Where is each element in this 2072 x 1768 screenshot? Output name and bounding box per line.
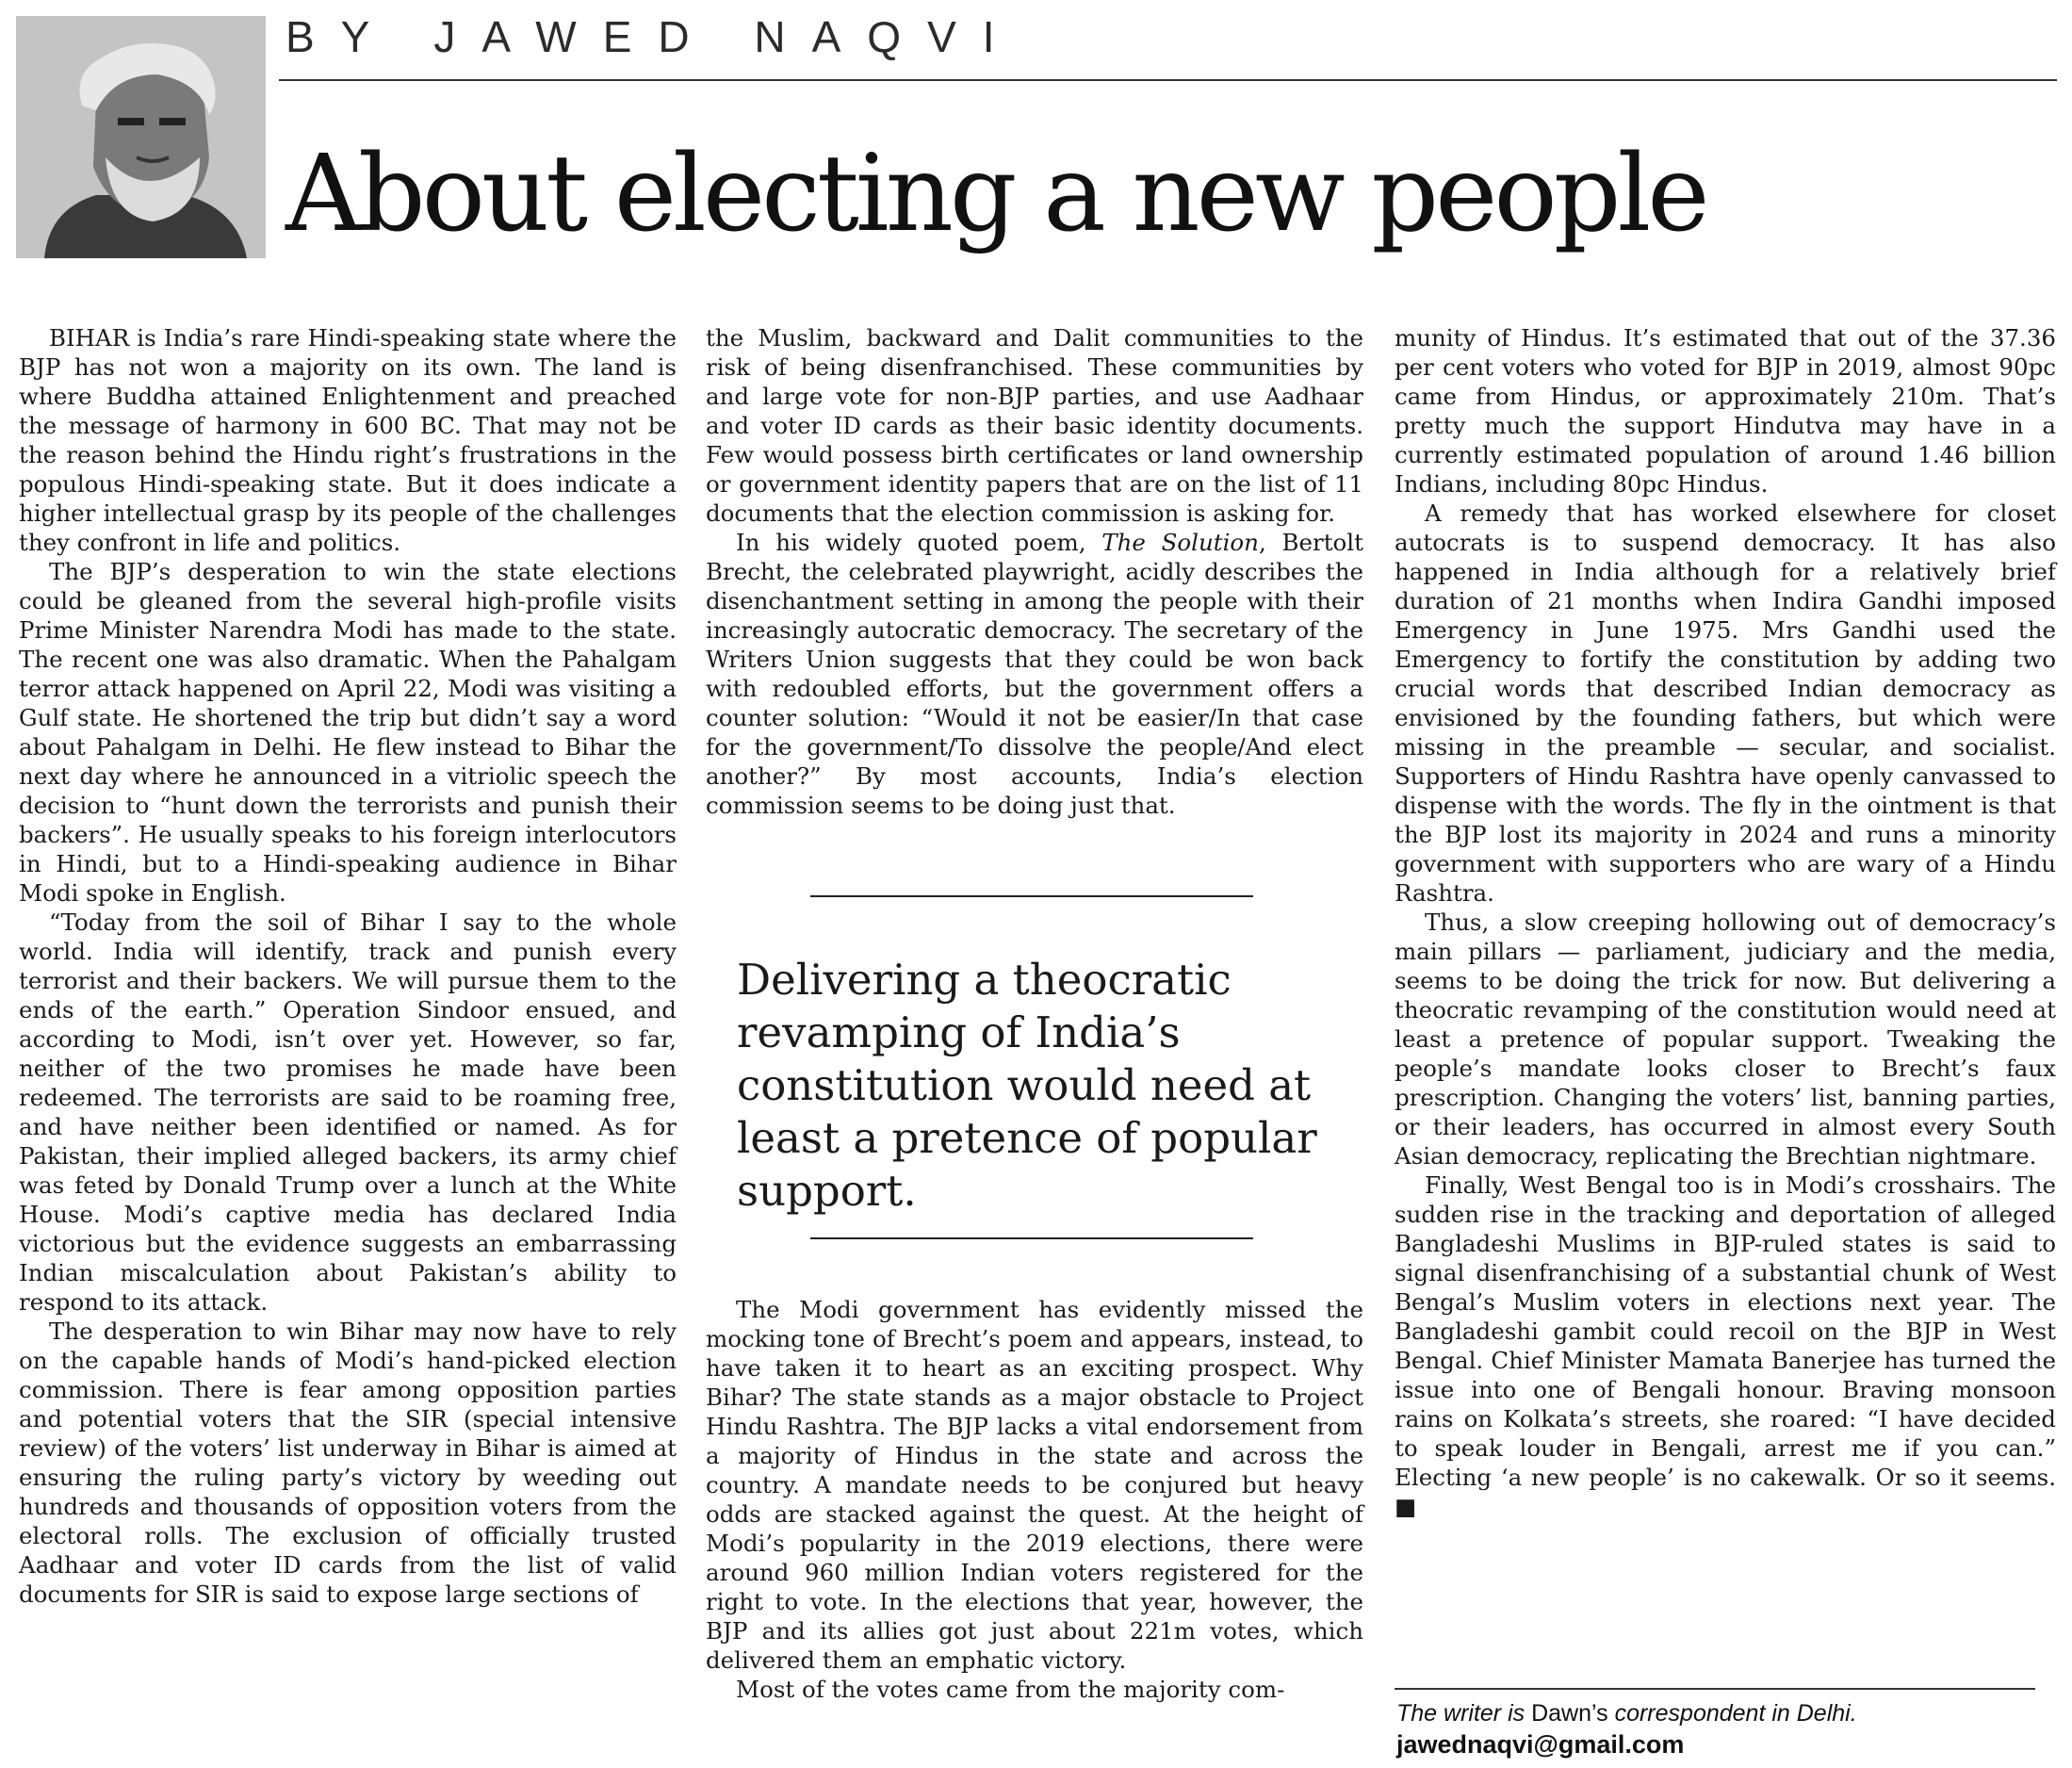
newspaper-name: Dawn’s bbox=[1531, 1700, 1608, 1727]
byline: BY JAWED NAQVI bbox=[286, 12, 1021, 61]
paragraph: The BJP’s desperation to win the state elections could be gleaned from the several high-profile visits Prime Minister Narendra Modi has made to the state. The recent one was also dramatic. When the Pahalgam terror attack happened on April 22, Modi was visiting a Gulf state. He shortened the trip but didn’t say a word about Pahalgam in Delhi. He flew instead to Bihar the next day where he announced in a vitriolic speech the decision to “hunt down the terrorists and punish their backers”. He usually speaks to his foreign interlocutors in Hindi, but to a Hindi-speaking audience in Bihar Modi spoke in English. bbox=[19, 558, 677, 907]
paragraph-text: , Bertolt Brecht, the celebrated playwright, acidly describes the disenchantment setting in among the people with their increasingly autocratic democracy. The secretary of the Writers Union suggests that they could be won back with redoubled efforts, but the government offers a counter solution: “Would it not be easier/In that case for the government/To dissolve the people/And elect another?” By most accounts, India’s election commission seems to be doing just that. bbox=[706, 529, 1363, 819]
paragraph: The desperation to win Bihar may now have to rely on the capable hands of Modi’s hand-picked election commission. There is fear among opposition parties and potential voters that the SIR (special intensive review) of the voters’ list underway in Bihar is aimed at ensuring the ruling party’s victory by weeding out hundreds and thousands of opposition voters from the electoral rolls. The exclusion of officially trusted Aadhaar and voter ID cards from the list of valid documents for SIR is said to expose large sections of bbox=[19, 1318, 677, 1608]
paragraph: the Muslim, backward and Dalit communities to the risk of being disenfranchised. These communities by and large vote for non-BJP parties, and use Aadhaar and voter ID cards as their basic identity documents. Few would possess birth certificates or land ownership or government identity papers that are on the list of 11 documents that the election commission is asking for. bbox=[706, 324, 1363, 527]
paragraph: Finally, West Bengal too is in Modi’s crosshairs. The sudden rise in the tracking and deportation of alleged Bangladeshi Muslims in BJP-ruled states is said to signal disenfranchising of a substantial chunk of West Bengal’s Muslim voters in elections next year. The Bangladeshi gambit could recoil on the BJP in West Bengal. Chief Minister Mamata Banerjee has turned the issue into one of Bengali honour. Braving monsoon rains on Kolkata’s streets, she roared: “I have decided to speak louder in Bengali, arrest me if you can.” Electing ‘a new people’ is no cakewalk. Or so it seems. ■ bbox=[1395, 1171, 2056, 1520]
paragraph bbox=[706, 528, 1363, 820]
paragraph: BIHAR is India’s rare Hindi-speaking state where the BJP has not won a majority on its own. The land is where Buddha attained Enlightenment and preached the message of harmony in 600 BC. That may not be the reason behind the Hindu right’s frustrations in the populous Hindi-speaking state. But it does indicate a higher intellectual grasp by its people of the challenges they confront in life and politics. bbox=[19, 324, 677, 556]
paragraph: Most of the votes came from the majority com- bbox=[736, 1676, 1285, 1703]
pullquote: Delivering a theocratic revamping of India’s constitution would need at least a pretence of popular support. bbox=[737, 955, 1317, 1216]
pullquote-rule-top bbox=[810, 895, 1253, 897]
poem-title: The Solution bbox=[1101, 529, 1259, 556]
author-note-suffix: correspondent in Delhi. bbox=[1614, 1700, 1857, 1727]
footer-rule bbox=[1395, 1688, 2035, 1690]
author-note bbox=[1396, 1699, 1857, 1727]
author-email: jawednaqvi@gmail.com bbox=[1396, 1730, 1685, 1759]
column-2-top bbox=[706, 323, 1363, 820]
paragraph: The Modi government has evidently missed the mocking tone of Brecht’s poem and appears, instead, to have taken it to heart as an exciting prospect. Why Bihar? The state stands as a major obstacle to Project Hindu Rashtra. The BJP lacks a vital endorsement from a majority of Hindus in the state and across the country. A mandate needs to be conjured but heavy odds are stacked against the quest. At the height of Modi’s popularity in the 2019 elections, there were around 960 million Indian voters registered for the right to vote. In the elections that year, however, the BJP and its allies got just about 221m votes, which delivered them an emphatic victory. bbox=[706, 1296, 1363, 1674]
paragraph-text: In his widely quoted poem, bbox=[736, 529, 1086, 556]
author-portrait bbox=[16, 16, 266, 258]
byline-rule bbox=[279, 79, 2057, 81]
paragraph: A remedy that has worked elsewhere for closet autocrats is to suspend democracy. It has also happened in India although for a relatively brief duration of 21 months when Indira Gandhi imposed Emergency in June 1975. Mrs Gandhi used the Emergency to fortify the constitution by adding two crucial words that described Indian democracy as envisioned by the founding fathers, but which were missing in the preamble — secular, and socialist. Supporters of Hindu Rashtra have openly canvassed to dispense with the words. The fly in the ointment is that the BJP lost its majority in 2024 and runs a minority government with supporters who are wary of a Hindu Rashtra. bbox=[1395, 499, 2056, 907]
column-2-bottom bbox=[706, 1295, 1363, 1704]
column-1 bbox=[19, 323, 677, 1609]
paragraph: “Today from the soil of Bihar I say to the whole world. India will identify, track and punish every terrorist and their backers. We will pursue them to the ends of the earth.” Operation Sindoor ensued, and according to Modi, isn’t over yet. However, so far, neither of the two promises he made have been redeemed. The terrorists are said to be roaming free, and have neither been identified or named. As for Pakistan, their implied alleged backers, its army chief was feted by Donald Trump over a lunch at the White House. Modi’s captive media has declared India victorious but the evidence suggests an embarrassing Indian miscalculation about Pakistan’s ability to respond to its attack. bbox=[19, 909, 677, 1316]
headline: About electing a new people bbox=[286, 133, 1706, 255]
column-3 bbox=[1395, 323, 2056, 1521]
pullquote-rule-bottom bbox=[810, 1237, 1253, 1239]
paragraph: Thus, a slow creeping hollowing out of democracy’s main pillars — parliament, judiciary and the media, seems to be doing the trick for now. But delivering a theocratic revamping of the constitution would need at least a pretence of popular support. Tweaking the people’s mandate looks closer to Brecht’s faux prescription. Changing the voters’ list, banning parties, or their leaders, has occurred in almost every South Asian democracy, replicating the Brechtian nightmare. bbox=[1395, 909, 2056, 1170]
author-note-prefix: The writer is bbox=[1396, 1700, 1525, 1727]
paragraph: munity of Hindus. It’s estimated that out of the 37.36 per cent voters who voted for BJP in 2019, almost 90pc came from Hindus, or approximately 210m. That’s pretty much the support Hindutva may have in a currently estimated population of around 1.46 billion Indians, including 80pc Hindus. bbox=[1395, 324, 2056, 498]
